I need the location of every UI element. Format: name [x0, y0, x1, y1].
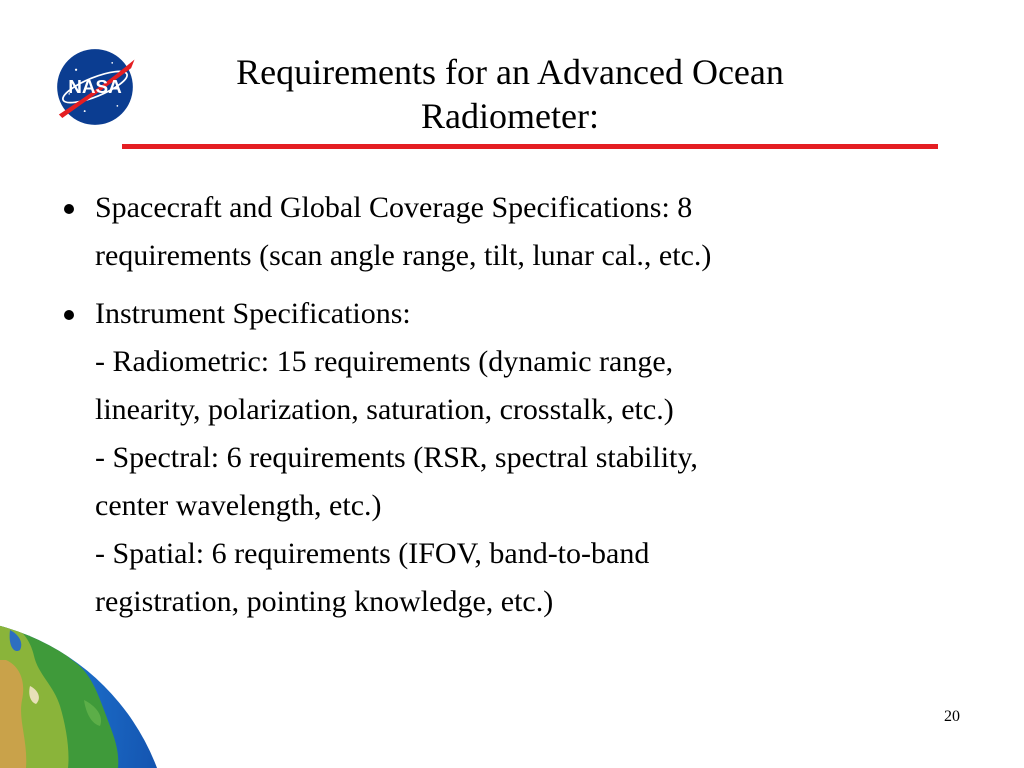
bullet-dot-icon	[64, 310, 74, 320]
slide-title	[120, 50, 900, 138]
slide-title-line-2: Radiometer:	[421, 96, 599, 136]
bullet-item-spacecraft	[60, 184, 960, 280]
bullet-line: registration, pointing knowledge, etc.)	[95, 585, 554, 618]
bullet-dot-icon	[64, 204, 74, 214]
bullet-line: - Spatial: 6 requirements (IFOV, band-to-band	[95, 537, 650, 570]
nasa-logo-text: NASA	[68, 77, 122, 99]
bullet-item-instrument	[60, 290, 960, 626]
bullet-line: center wavelength, etc.)	[95, 489, 382, 522]
title-underline	[122, 144, 938, 149]
page-number: 20	[944, 708, 960, 725]
bullet-line: linearity, polarization, saturation, crosstalk, etc.)	[95, 393, 674, 426]
bullet-line: - Radiometric: 15 requirements (dynamic range,	[95, 345, 674, 378]
earth-globe-icon	[0, 590, 170, 768]
bullet-list	[60, 184, 960, 636]
bullet-line: Instrument Specifications:	[95, 297, 411, 330]
bullet-line: Spacecraft and Global Coverage Specifications: 8	[95, 191, 693, 224]
bullet-line: requirements (scan angle range, tilt, lunar cal., etc.)	[95, 239, 712, 272]
slide-title-line-1: Requirements for an Advanced Ocean	[236, 52, 784, 92]
bullet-line: - Spectral: 6 requirements (RSR, spectral stability,	[95, 441, 698, 474]
